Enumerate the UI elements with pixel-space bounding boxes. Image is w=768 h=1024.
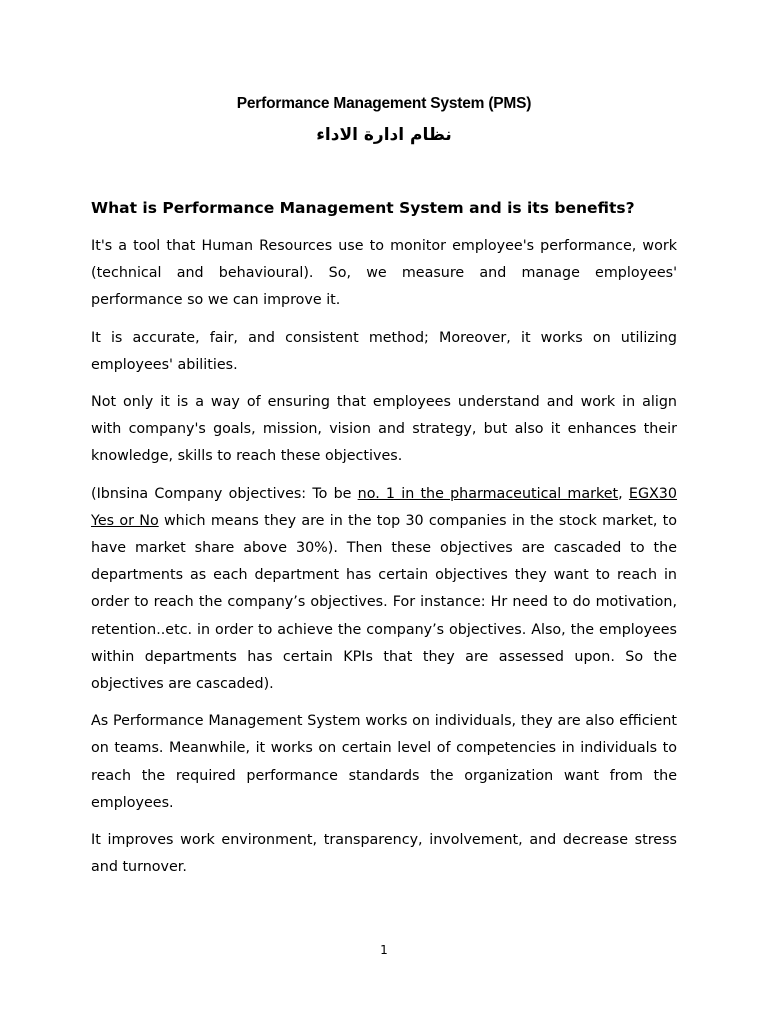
paragraph-definition: It's a tool that Human Resources use to monitor employee's performance, work (technical and behavioural). So, we measure and manage employees' performance so we can improve it. xyxy=(91,238,677,309)
objectives-text-rest: which means they are in the top 30 companies in the stock market, to have market share above 30%). Then these objectives are cascaded to the departments as each department has certain objectives they want to reach in order to reach the company’s objectives. For instance: Hr need to do motivation, retention..etc. in order to achieve the company’s objectives. Also, the employees within departments has certain KPIs that they are assessed upon. So the objectives are cascaded). xyxy=(91,512,677,693)
document-title: Performance Management System (PMS) xyxy=(236,95,532,112)
section-heading: What is Performance Management System and is its benefits? xyxy=(91,199,635,217)
document-body xyxy=(91,197,677,891)
objective-egx30: EGX30 Yes or No xyxy=(91,485,678,529)
paragraph-environment: It improves work environment, transparency, involvement, and decrease stress and turnover. xyxy=(91,832,677,876)
paragraph-alignment: Not only it is a way of ensuring that employees understand and work in align with company's goals, mission, vision and strategy, but also it enhances their knowledge, skills to reach these objectives. xyxy=(91,394,677,465)
document-title-arabic: نظام ادارة الاداء xyxy=(316,125,452,145)
page-number: 1 xyxy=(380,943,388,957)
objectives-separator: , xyxy=(618,485,629,502)
objectives-text-start: (Ibnsina Company objectives: To be xyxy=(91,485,358,502)
paragraph-teams: As Performance Management System works on individuals, they are also efficient on teams. Meanwhile, it works on certain level of competencies in individuals to reach the required performance standards the organization want from the employees. xyxy=(91,713,677,811)
paragraph-company-objectives xyxy=(91,481,677,699)
paragraph-method: It is accurate, fair, and consistent method; Moreover, it works on utilizing employees' abilities. xyxy=(91,329,677,373)
objective-market-rank: no. 1 in the pharmaceutical market xyxy=(357,485,619,502)
